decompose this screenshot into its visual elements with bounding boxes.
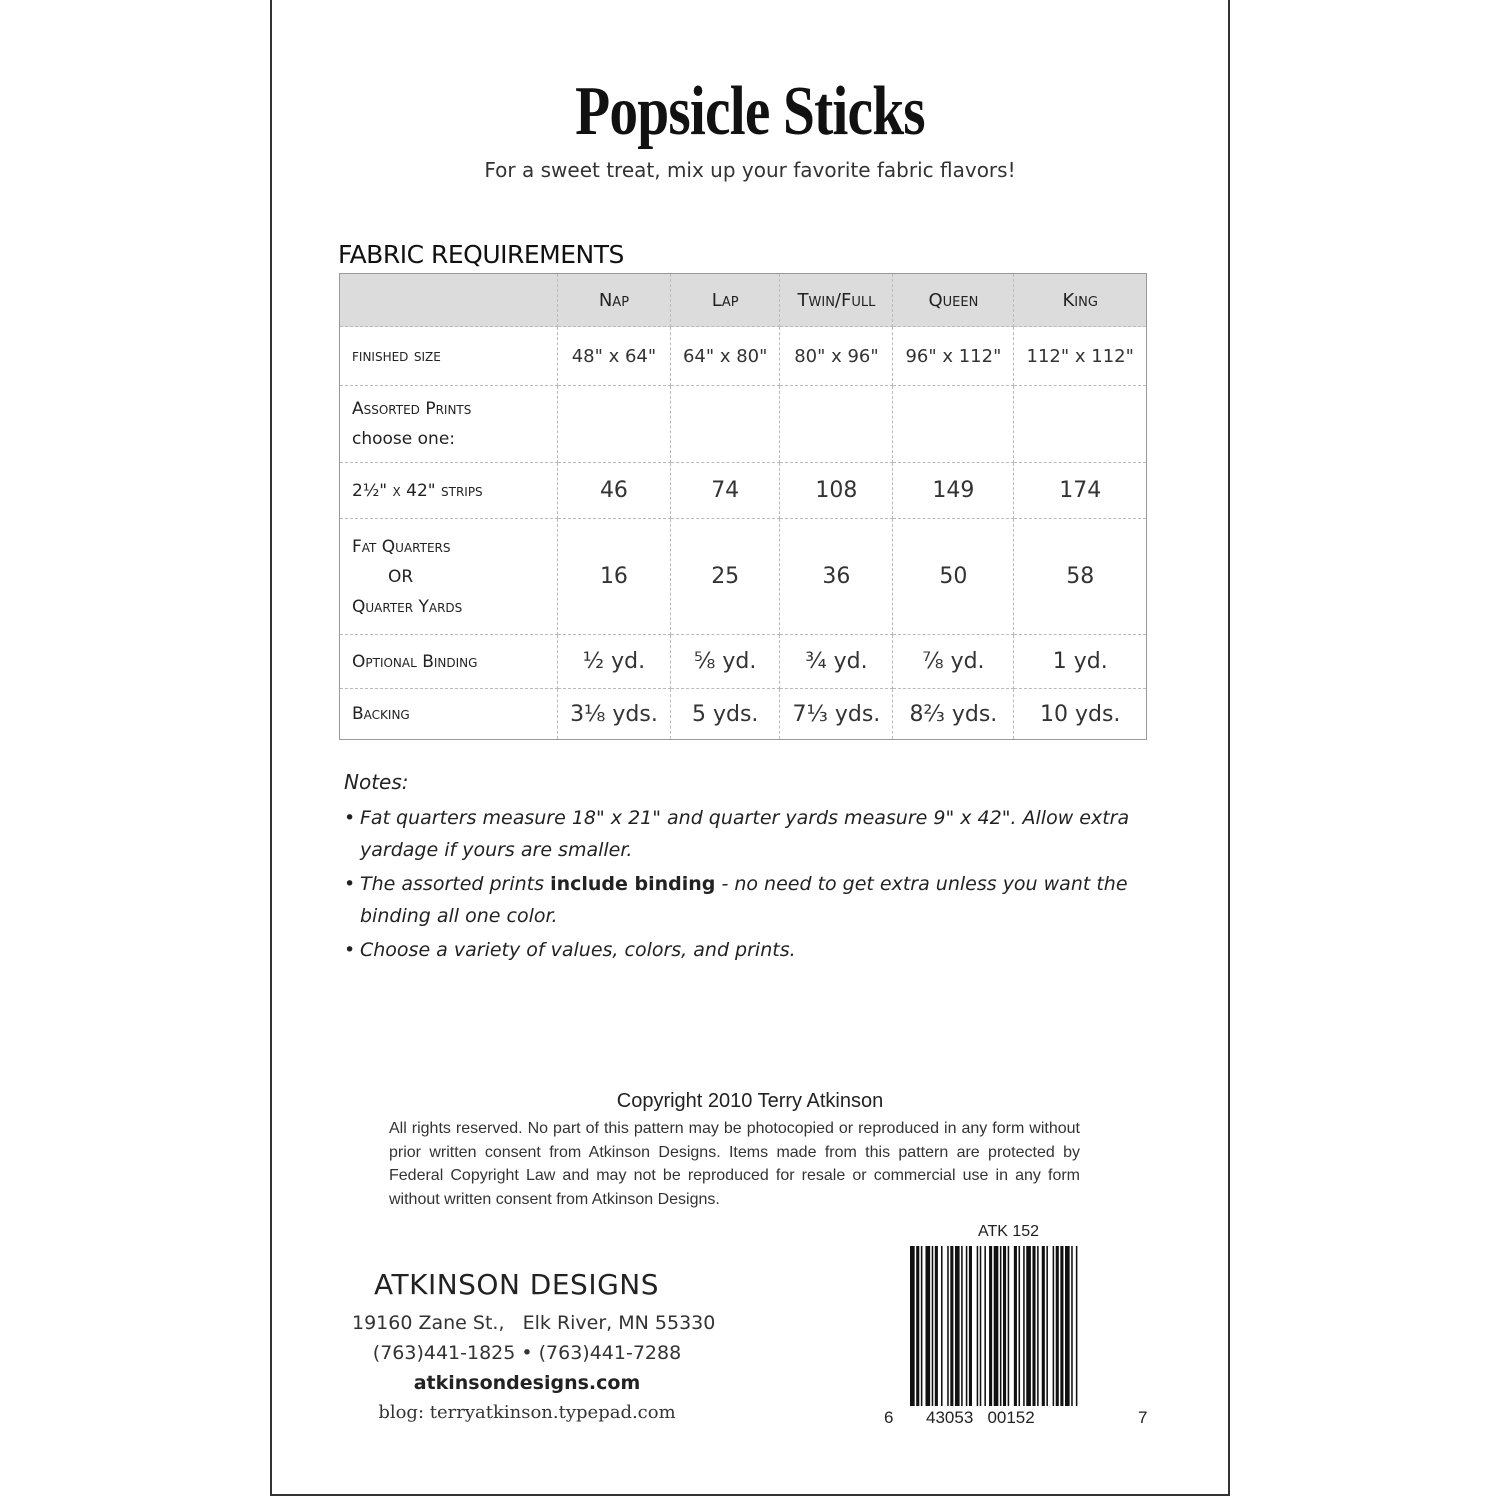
barcode-bar — [932, 1246, 934, 1406]
note-text-post: - no need to get extra unless you want the binding all one color. — [360, 873, 1128, 927]
table-cell: 36 — [780, 519, 893, 635]
column-header-twin-full: Twin/Full — [780, 274, 893, 327]
barcode-bar — [1019, 1246, 1021, 1406]
row-label — [340, 386, 558, 463]
row-label — [340, 519, 558, 635]
company-blog-link[interactable]: blog: terryatkinson.typepad.com — [378, 1402, 676, 1423]
table-cell: 46 — [558, 463, 671, 519]
barcode-last-digit: 7 — [1138, 1408, 1148, 1427]
table-cell: 80" x 96" — [780, 327, 893, 386]
row-label-line: Assorted Prints — [352, 399, 472, 419]
table-cell: 149 — [893, 463, 1014, 519]
barcode-bar — [980, 1246, 982, 1406]
table-cell: 7⅓ yds. — [780, 689, 893, 740]
row-label: finished size — [340, 327, 558, 386]
barcode-bar — [916, 1246, 919, 1406]
table-cell: 10 yds. — [1014, 689, 1147, 740]
table-cell: 96" x 112" — [893, 327, 1014, 386]
table-cell: 25 — [670, 519, 780, 635]
page-subtitle: For a sweet treat, mix up your favorite fabric flavors! — [484, 158, 1016, 182]
barcode-bar — [1053, 1246, 1055, 1406]
barcode-bar — [1026, 1246, 1031, 1406]
table-cell: ⅞ yd. — [893, 635, 1014, 689]
barcode-bar — [1056, 1246, 1059, 1406]
column-header-queen: Queen — [893, 274, 1014, 327]
barcode-bar — [966, 1246, 968, 1406]
note-text-pre: The assorted prints — [360, 873, 551, 895]
barcode-image — [908, 1246, 1124, 1406]
barcode-bar — [955, 1246, 960, 1406]
column-header-king: King — [1014, 274, 1147, 327]
note-text: Choose a variety of values, colors, and prints. — [360, 939, 796, 961]
barcode-bar — [961, 1246, 963, 1406]
table-cell: 108 — [780, 463, 893, 519]
row-label: Optional Binding — [340, 635, 558, 689]
column-header-lap: Lap — [670, 274, 780, 327]
table-cell: 16 — [558, 519, 671, 635]
note-item — [344, 934, 1134, 966]
table-cell — [558, 386, 671, 463]
barcode-bar — [1076, 1246, 1078, 1406]
bullet: • — [344, 939, 356, 961]
note-text-bold: include binding — [550, 873, 716, 895]
table-cell: ⅝ yd. — [670, 635, 780, 689]
barcode-bar — [1023, 1246, 1025, 1406]
note-text: Fat quarters measure 18" x 21" and quarter yards measure 9" x 42". Allow extra yardage if yours are smaller. — [360, 807, 1130, 861]
column-header-nap: Nap — [558, 274, 671, 327]
table-cell: 174 — [1014, 463, 1147, 519]
table-corner-cell — [340, 274, 558, 327]
company-address: 19160 Zane St., Elk River, MN 55330 — [352, 1312, 716, 1334]
table-cell: 112" x 112" — [1014, 327, 1147, 386]
company-phones: (763)441-1825 • (763)441-7288 — [372, 1342, 682, 1364]
company-contact — [352, 1308, 716, 1428]
note-item — [344, 868, 1134, 932]
table-cell: 5 yds. — [670, 689, 780, 740]
barcode-bar — [1008, 1246, 1010, 1406]
bullet: • — [344, 873, 356, 895]
fabric-requirements-heading: FABRIC REQUIREMENTS — [338, 240, 624, 269]
row-label-line: Quarter Yards — [352, 596, 463, 617]
barcode-bar — [926, 1246, 931, 1406]
table-cell: ½ yd. — [558, 635, 671, 689]
barcode-middle-digits: 43053 00152 — [926, 1408, 1035, 1427]
table-cell: 8⅔ yds. — [893, 689, 1014, 740]
table-header-row — [340, 274, 1147, 327]
bullet: • — [344, 807, 356, 829]
barcode-bar — [977, 1246, 979, 1406]
table-cell — [893, 386, 1014, 463]
barcode-bar — [935, 1246, 938, 1406]
barcode-bar — [1032, 1246, 1035, 1406]
table-cell: 1 yd. — [1014, 635, 1147, 689]
row-label: 2½" x 42" strips — [340, 463, 558, 519]
table-cell: 50 — [893, 519, 1014, 635]
notes-title: Notes: — [344, 770, 409, 794]
barcode-bar — [921, 1246, 923, 1406]
copyright-line: Copyright 2010 Terry Atkinson — [616, 1090, 884, 1112]
barcode-bar — [941, 1246, 943, 1406]
table-row-optional-binding — [340, 635, 1147, 689]
table-cell: 48" x 64" — [558, 327, 671, 386]
barcode-bar — [1042, 1246, 1045, 1406]
table-cell — [780, 386, 893, 463]
barcode-bar — [994, 1246, 999, 1406]
barcode-bar — [984, 1246, 986, 1406]
table-row-backing — [340, 689, 1147, 740]
table-cell — [1014, 386, 1147, 463]
pattern-back-cover — [270, 0, 1230, 1496]
barcode-bar — [989, 1246, 992, 1406]
table-cell: 74 — [670, 463, 780, 519]
barcode-bar — [947, 1246, 949, 1406]
table-row-assorted-prints — [340, 386, 1147, 463]
table-cell: ¾ yd. — [780, 635, 893, 689]
notes-section — [344, 770, 1134, 968]
table-row-finished-size — [340, 327, 1147, 386]
row-label-line: OR — [388, 566, 414, 587]
rights-paragraph: All rights reserved. No part of this pattern may be photocopied or reproduced in any form without prior written consent from Atkinson Designs. Items made from this pattern are protected by Federal Copyright Law and may not be reproduced for resale or commercial use in any form without written consent from Atkinson Designs. — [389, 1120, 1080, 1208]
fabric-requirements-table — [339, 273, 1147, 740]
table-cell: 3⅛ yds. — [558, 689, 671, 740]
barcode-bar — [910, 1246, 915, 1406]
barcode-bar — [1065, 1246, 1070, 1406]
page-title: Popsicle Sticks — [575, 73, 925, 150]
product-code: ATK 152 — [978, 1223, 1040, 1240]
barcode-bar — [1060, 1246, 1063, 1406]
barcode-bar — [1000, 1246, 1002, 1406]
company-name: ATKINSON DESIGNS — [374, 1268, 660, 1301]
barcode-bar — [950, 1246, 953, 1406]
table-row-strips — [340, 463, 1147, 519]
table-cell: 58 — [1014, 519, 1147, 635]
table-row-fat-quarters — [340, 519, 1147, 635]
barcode-bar — [1014, 1246, 1017, 1406]
company-website-link[interactable]: atkinsondesigns.com — [413, 1372, 641, 1394]
barcode-bar — [1037, 1246, 1039, 1406]
note-item — [344, 802, 1134, 866]
barcode-bar — [1071, 1246, 1073, 1406]
barcode-bar — [1003, 1246, 1006, 1406]
table-cell: 64" x 80" — [670, 327, 780, 386]
row-label-line: choose one: — [352, 429, 456, 449]
table-cell — [670, 386, 780, 463]
row-label-line: Fat Quarters — [352, 536, 451, 557]
barcode-bar — [969, 1246, 972, 1406]
row-label: Backing — [340, 689, 558, 740]
barcode-first-digit: 6 — [884, 1408, 894, 1427]
barcode-bar — [1046, 1246, 1048, 1406]
